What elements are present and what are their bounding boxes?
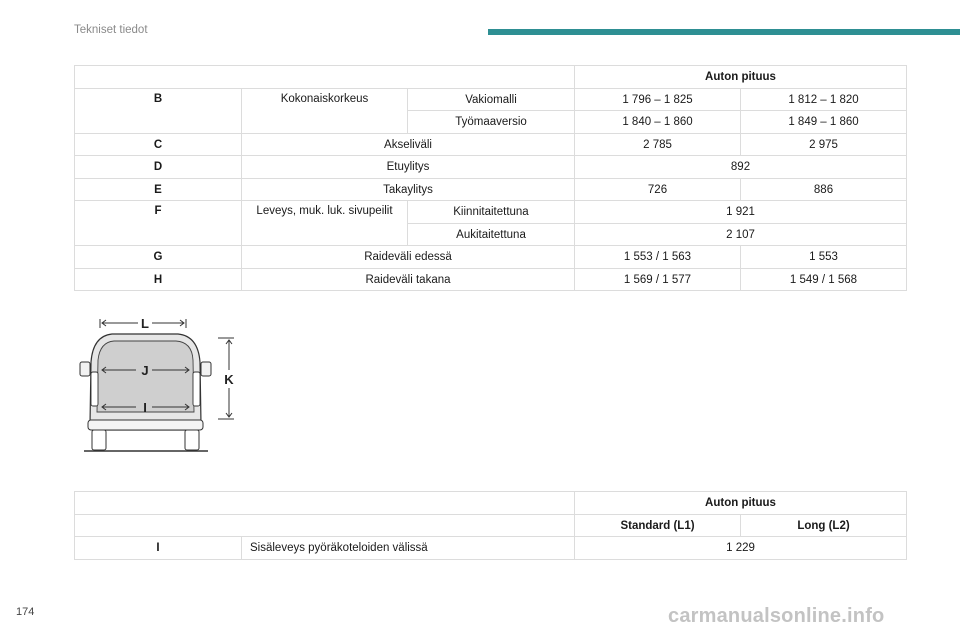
table-row [75, 134, 907, 156]
value-cell: 726 [575, 179, 741, 201]
header-accent-bar [488, 29, 960, 35]
dimension-label-i: I [143, 400, 147, 415]
row-key: H [75, 269, 242, 291]
row-label: Raideväli takana [242, 269, 575, 291]
header-standard-l1: Standard (L1) [575, 515, 741, 537]
row-label: Sisäleveys pyöräkoteloiden välissä [242, 537, 575, 560]
watermark: carmanualsonline.info [668, 605, 885, 627]
table-row [75, 246, 907, 269]
row-key: F [75, 201, 242, 246]
value-cell: 2 785 [575, 134, 741, 156]
dimension-label-l: L [141, 316, 149, 331]
table-header-row [75, 66, 907, 89]
value-cell: 1 840 – 1 860 [575, 111, 741, 134]
value-cell: 1 549 / 1 568 [741, 269, 907, 291]
value-cell: 2 975 [741, 134, 907, 156]
row-sublabel: Vakiomalli [408, 89, 575, 111]
value-cell: 1 553 / 1 563 [575, 246, 741, 269]
row-key: E [75, 179, 242, 201]
value-cell: 892 [575, 156, 907, 179]
row-label: Leveys, muk. luk. sivupeilit [242, 201, 408, 246]
row-key: G [75, 246, 242, 269]
empty-header-cell [75, 66, 575, 89]
empty-header-cell [75, 492, 575, 515]
table-row [75, 179, 907, 201]
row-key: C [75, 134, 242, 156]
van-rear-dimension-diagram [78, 312, 248, 460]
value-cell: 1 849 – 1 860 [741, 111, 907, 134]
dimension-label-j: J [141, 363, 149, 378]
row-sublabel: Kiinnitaitettuna [408, 201, 575, 224]
value-cell: 1 553 [741, 246, 907, 269]
value-cell: 1 812 – 1 820 [741, 89, 907, 111]
dimension-label-k: K [224, 372, 234, 387]
table-subheader-row [75, 515, 907, 537]
interior-width-table [74, 491, 907, 560]
row-sublabel: Aukitaitettuna [408, 224, 575, 246]
dimensions-table [74, 65, 907, 291]
value-cell: 1 229 [575, 537, 907, 560]
table-row [75, 269, 907, 291]
value-cell: 1 921 [575, 201, 907, 224]
table-row [75, 156, 907, 179]
empty-header-cell [75, 515, 575, 537]
page-number: 174 [16, 606, 35, 618]
row-key: B [75, 89, 242, 134]
section-title: Tekniset tiedot [74, 24, 148, 36]
row-label: Kokonaiskorkeus [242, 89, 408, 134]
table-row [75, 537, 907, 560]
row-sublabel: Työmaaversio [408, 111, 575, 134]
header-long-l2: Long (L2) [741, 515, 907, 537]
value-cell: 1 796 – 1 825 [575, 89, 741, 111]
row-label: Akseliväli [242, 134, 575, 156]
row-label: Etuylitys [242, 156, 575, 179]
row-label: Raideväli edessä [242, 246, 575, 269]
header-auton-pituus: Auton pituus [575, 492, 907, 515]
table-row [75, 89, 907, 111]
value-cell: 1 569 / 1 577 [575, 269, 741, 291]
header-auton-pituus: Auton pituus [575, 66, 907, 89]
row-key: D [75, 156, 242, 179]
value-cell: 2 107 [575, 224, 907, 246]
row-label: Takaylitys [242, 179, 575, 201]
row-key: I [75, 537, 242, 560]
table-header-row [75, 492, 907, 515]
value-cell: 886 [741, 179, 907, 201]
table-row [75, 201, 907, 224]
